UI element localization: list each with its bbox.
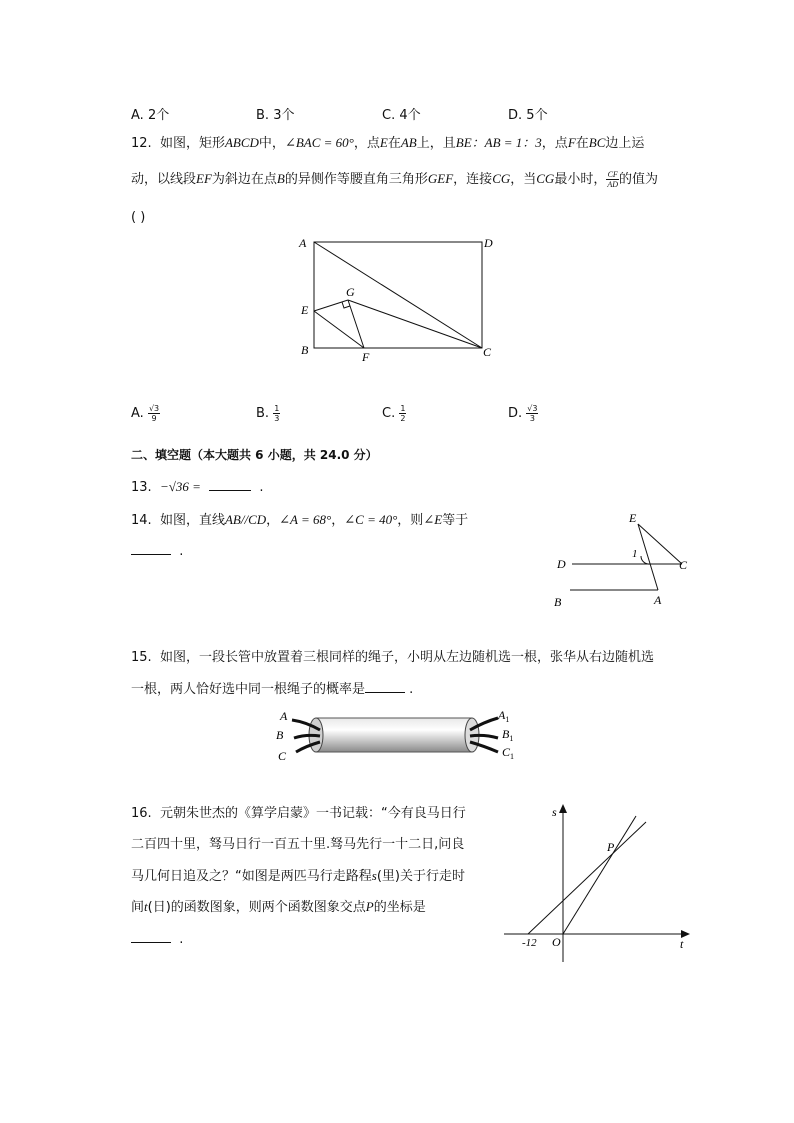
label-d: D [557,557,566,571]
line-fast-horse [563,816,636,934]
q11-option-a: A. 2个 [131,108,170,123]
diagonal-ac [314,242,482,348]
q14-line-1: 14. 如图，直线AB//CD，∠A = 68°，∠C = 40°，则∠E等于 [131,512,469,528]
q14-answer-blank[interactable] [131,542,171,555]
q16-line-2: 二百四十里，驽马日行一百五十里.驽马先行一十二日,问良 [131,837,465,852]
label-a: A [654,593,662,607]
label-b: B [301,343,309,357]
segment-gf [348,300,364,348]
q16-function-graph [500,800,700,970]
q14-line-2: . [131,542,183,559]
segment-gc [348,300,482,348]
label-s: s [552,805,557,819]
line-slow-horse [528,822,646,934]
q12-answer-paren: ( ) [131,210,146,225]
label-c: C [278,749,287,763]
label-neg-12: -12 [522,937,537,949]
s-axis-arrow [559,804,567,813]
q12-option-b: B. $\frac{1}{3}$ [256,404,280,423]
label-g: G [346,285,355,299]
q15-line-1: 15. 如图，一段长管中放置着三根同样的绳子，小明从左边随机选一根，张华从右边随机选 [131,650,654,665]
q12-option-d: D. $\frac{√3}{3}$ [508,404,538,423]
label-c: C [483,345,492,359]
q12-line-1: 12. 如图，矩形ABCD中，∠BAC = 60°，点E在AB上，且BE：AB = 1：3，点F在BC边上运 [131,135,645,151]
segment-ec [638,524,682,564]
label-origin: O [552,935,561,949]
q12-option-c: C. $\frac{1}{2}$ [382,404,406,423]
q12-fraction: $\frac{CF}{AD}$ [607,170,619,189]
label-a: A [280,709,288,723]
segment-ef [314,311,364,348]
section-2-heading: 二、填空题（本大题共 6 小题，共 24.0 分） [131,448,378,462]
q15-answer-blank[interactable] [365,680,405,693]
q16-line-1: 16. 元朝朱世杰的《算学启蒙》一书记载：“今有良马日行 [131,806,466,821]
q16-answer-blank[interactable] [131,930,171,943]
q16-line-5: . [131,930,183,947]
q15-tube-ropes-figure [270,700,530,768]
q13: 13. −√36 = . [131,479,264,495]
q13-answer-blank[interactable] [209,478,251,491]
q16-line-3: 马几何日追及之？“如图是两匹马行走路程s(里)关于行走时 [131,868,465,884]
q14-parallel-lines-figure [550,506,700,612]
label-t: t [680,937,684,951]
label-p: P [607,840,615,854]
q12-line-2: 动，以线段EF为斜边在点B的异侧作等腰直角三角形GEF，连接CG，当CG最小时， $\frac{CF}{AD}$ 的值为 [131,170,659,189]
q16-line-4: 间t(日)的函数图象，则两个函数图象交点P的坐标是 [131,899,426,915]
label-c1: $C_1$ [502,745,515,761]
q15-line-2: 一根，两人恰好选中同一根绳子的概率是 . [131,682,414,697]
label-b: B [554,595,562,609]
tube-body [316,718,472,752]
label-e: E [629,511,637,525]
q11-option-b: B. 3个 [256,108,295,123]
q11-option-d: D. 5个 [508,108,548,123]
label-d: D [484,236,493,250]
label-e: E [301,303,309,317]
label-b1: $B_1$ [502,727,514,743]
label-c: C [679,558,688,572]
label-f: F [362,350,370,364]
label-a1: $A_1$ [498,708,510,724]
label-a: A [299,236,307,250]
q11-option-c: C. 4个 [382,108,421,123]
label-angle-1: 1 [632,548,638,560]
q12-rectangle-figure [290,228,510,368]
q12-option-a: A. $\frac{√3}{9}$ [131,404,160,423]
label-b: B [276,728,284,742]
